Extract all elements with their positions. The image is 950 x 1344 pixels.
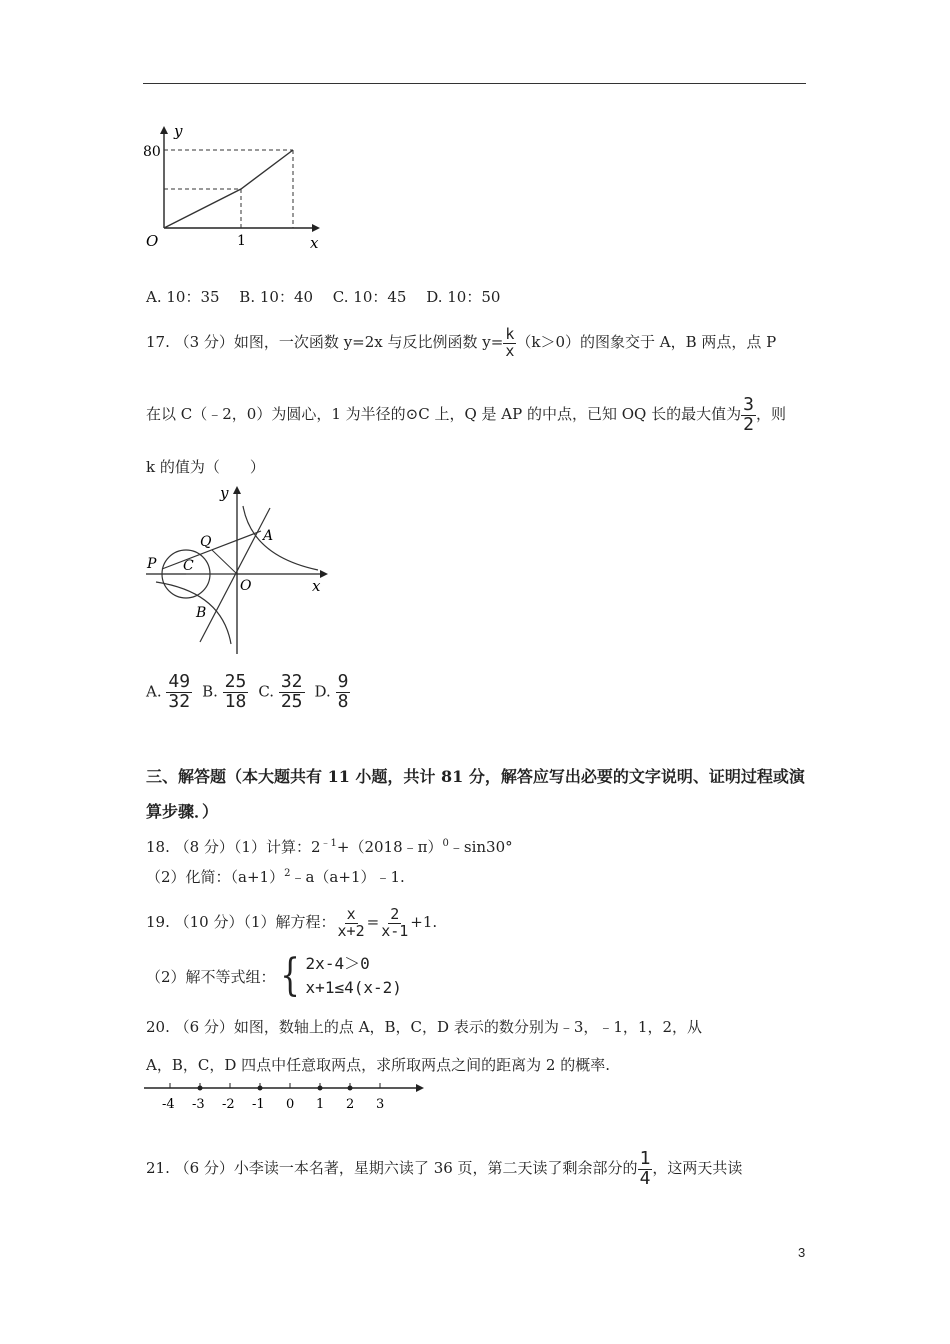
q17-y-label: y [220, 484, 229, 502]
q19-frac2-num: 2 [390, 904, 400, 923]
q17-option-b [202, 673, 248, 712]
q21-frac [638, 1147, 653, 1189]
q17-option-a-num: 49 [168, 671, 191, 692]
q16-options: A. 10：35 B. 10：40 C. 10：45 D. 10：50 [146, 288, 501, 306]
point-d-dot [348, 1086, 353, 1091]
q17-O-label: O [240, 578, 252, 594]
tick-label: 3 [376, 1097, 385, 1112]
q17-option-d-frac [336, 673, 351, 712]
q21-line1-b: ，这两天共读 [652, 1159, 743, 1177]
q17-frac-max-den: 2 [743, 413, 754, 435]
q17-option-b-num: 25 [224, 671, 247, 692]
q18-line1 [146, 834, 513, 857]
q18-sup1: ﹣1 [320, 838, 337, 849]
q17-Q-label: Q [200, 534, 212, 550]
q19-frac1 [336, 904, 367, 940]
q20-line1: 20. （6 分）如图，数轴上的点 A，B，C，D 表示的数分别为﹣3，﹣1，1，2，从 [146, 1018, 703, 1036]
q18-line1-a: 18. （8 分）（1）计算：2 [146, 838, 321, 856]
point-c-dot [318, 1086, 323, 1091]
q19-line2 [146, 952, 402, 1000]
q17-option-d [315, 673, 351, 712]
q19-system-line2: x+1≤4(x-2) [305, 978, 402, 997]
q17-line1-a: 17. （3 分）如图，一次函数 y=2x 与反比例函数 y= [146, 333, 504, 351]
q17-line1-b: （k＞0）的图象交于 A，B 两点，点 P [516, 333, 777, 351]
q17-line3: k 的值为（ ） [146, 458, 265, 476]
tick-label: -2 [222, 1097, 235, 1112]
header-rule [143, 83, 806, 84]
tick-label: -3 [192, 1097, 205, 1112]
q17-option-a-frac [166, 673, 192, 712]
q17-A-label: A [263, 528, 274, 544]
point-b-dot [258, 1086, 263, 1091]
q18-line2 [146, 866, 405, 887]
q17-frac-max [741, 393, 756, 435]
q19-line1-a: 19. （10 分）（1）解方程： [146, 913, 336, 931]
q19-line1 [146, 900, 437, 944]
q17-line2-a: 在以 C（﹣2，0）为圆心，1 为半径的⊙C 上，Q 是 AP 的中点，已知 OQ 长的最大值为 [146, 405, 742, 423]
q19-frac1-den: x+2 [337, 921, 365, 940]
q17-B-label: B [196, 605, 207, 621]
section3-heading-line2: 算步骤．） [146, 802, 219, 821]
q17-option-c-den: 25 [280, 690, 303, 712]
q17-option-c-num: 32 [280, 671, 303, 692]
tick-label: 1 [316, 1097, 325, 1112]
q21-frac-den: 4 [639, 1167, 651, 1189]
q17-option-b-den: 18 [224, 690, 247, 712]
q17-frac-k [503, 324, 516, 360]
q17-options [146, 673, 350, 712]
q17-option-a-label: A. [146, 682, 162, 701]
q17-x-label: x [312, 577, 321, 595]
q17-option-d-label: D. [314, 682, 331, 701]
q17-option-b-label: B. [202, 682, 218, 701]
q17-option-d-den: 8 [337, 690, 349, 712]
q19-frac2-den: x-1 [381, 921, 409, 940]
q19-line2-label: （2）解不等式组： [146, 967, 276, 986]
q17-option-c-frac [279, 673, 305, 712]
q17-line2 [146, 394, 786, 434]
q18-sup2: 0 [442, 838, 449, 849]
q21-line1 [146, 1146, 742, 1190]
q17-frac-k-den: x [505, 341, 515, 360]
q16-y-label: y [174, 122, 183, 140]
section3-heading-line1: 三、解答题（本大题共有 11 小题，共计 81 分，解答应写出必要的文字说明、证明过程或演 [146, 767, 805, 786]
q17-graph [140, 478, 340, 658]
q19-system-line1: 2x-4＞0 [305, 954, 370, 973]
q16-x-tick: 1 [237, 233, 246, 249]
page-number: 3 [798, 1245, 806, 1260]
q17-frac-max-num: 3 [743, 393, 754, 415]
q16-origin-label: O [146, 232, 159, 250]
brace-icon: { [279, 950, 300, 1001]
q17-option-c-label: C. [258, 682, 275, 701]
q21-frac-num: 1 [639, 1147, 651, 1169]
q17-option-d-num: 9 [337, 671, 349, 692]
q17-option-c [258, 673, 304, 712]
q21-line1-a: 21. （6 分）小李读一本名著，星期六读了 36 页，第二天读了剩余部分的 [146, 1159, 638, 1177]
q18-line2-b: ﹣a（a+1）﹣1. [290, 868, 405, 886]
q19-eq: = [366, 913, 380, 931]
tick-label: 0 [286, 1097, 295, 1112]
tick-label: 2 [346, 1097, 355, 1112]
q18-line1-b: +（2018﹣π） [336, 838, 443, 856]
q19-frac1-num: x [346, 904, 356, 923]
q17-frac-k-num: k [505, 324, 515, 343]
point-a-dot [198, 1086, 203, 1091]
q16-x-label: x [310, 234, 319, 252]
q17-option-a-den: 32 [168, 690, 191, 712]
q16-y-tick: 80 [143, 144, 161, 160]
q17-line1 [146, 322, 776, 362]
q19-line1-b: +1. [410, 913, 438, 931]
tick-label: -4 [162, 1097, 175, 1112]
tick-label: -1 [252, 1097, 265, 1112]
q16-graph [140, 118, 330, 253]
q20-line2: A，B，C，D 四点中任意取两点，求所取两点之间的距离为 2 的概率. [146, 1056, 610, 1074]
q18-sup3: 2 [284, 868, 291, 879]
q17-line2-b: ，则 [755, 405, 786, 423]
q17-C-label: C [183, 558, 194, 574]
q17-option-b-frac [223, 673, 249, 712]
q17-option-a [146, 673, 192, 712]
q20-number-line [140, 1078, 430, 1114]
q19-frac2 [379, 904, 410, 940]
q18-line2-a: （2）化简：（a+1） [146, 868, 285, 886]
q19-inequality-system [276, 952, 402, 1000]
q18-line1-c: ﹣sin30° [448, 838, 513, 856]
q17-P-label: P [147, 556, 157, 572]
